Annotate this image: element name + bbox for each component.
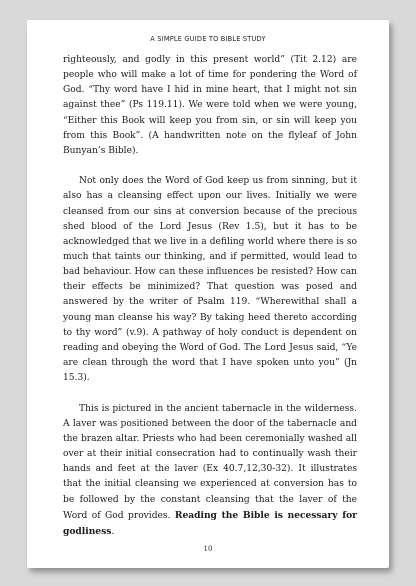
paragraph-3	[63, 402, 357, 540]
paragraph-3-emphasis: Reading the Bible is necessary for godliness	[63, 509, 357, 537]
paragraph-gap	[63, 159, 357, 174]
paragraph-3-end: .	[111, 526, 115, 537]
paragraph-gap	[63, 386, 357, 401]
body-text	[63, 53, 357, 540]
running-header: A SIMPLE GUIDE TO BIBLE STUDY	[150, 35, 266, 43]
paragraph-1: righteously, and godly in this present world” (Tit 2.12) are people who will make a lot of time for pondering the Word of God. “Thy word have I hid in mine heart, that I might not sin against thee” (Ps 119.11). We were told when we were young, “Either this Book will keep you from sin, or sin will keep you from this Book”. (A handwritten note on the flyleaf of John Bunyan’s Bible).	[63, 55, 357, 156]
book-page	[27, 20, 389, 568]
paragraph-2: Not only does the Word of God keep us from sinning, but it also has a cleansing effect upon our lives. Initially we were cleansed from our sins at conversion because of the precious shed blood of the Lord Jesus (Rev 1.5), but it has to be acknowledged that we live in a defiling world where there is so much that taints our thinking, and if permitted, would lead to bad behaviour. How can these influences be resisted? How can their effects be minimized? That question was posed and answered by the writer of Psalm 119. “Wherewithal shall a young man cleanse his way? By taking heed thereto according to thy word” (v.9). A pathway of holy conduct is dependent on reading and obeying the Word of God. The Lord Jesus said, “Ye are clean through the word that I have spoken unto you” (Jn 15.3).	[63, 176, 357, 384]
paragraph-3-text: This is pictured in the ancient tabernacle in the wilderness. A laver was positioned between the door of the tabernacle and the brazen altar. Priests who had been ceremonially washed all over at their initial consecration had to continually wash their hands and feet at the laver (Ex 40.7,12,30-32). It illustrates that the initial cleansing we experienced at conversion has to be followed by the constant cleansing that the laver of the Word of God provides.	[63, 403, 357, 521]
page-number: 10	[203, 545, 213, 553]
